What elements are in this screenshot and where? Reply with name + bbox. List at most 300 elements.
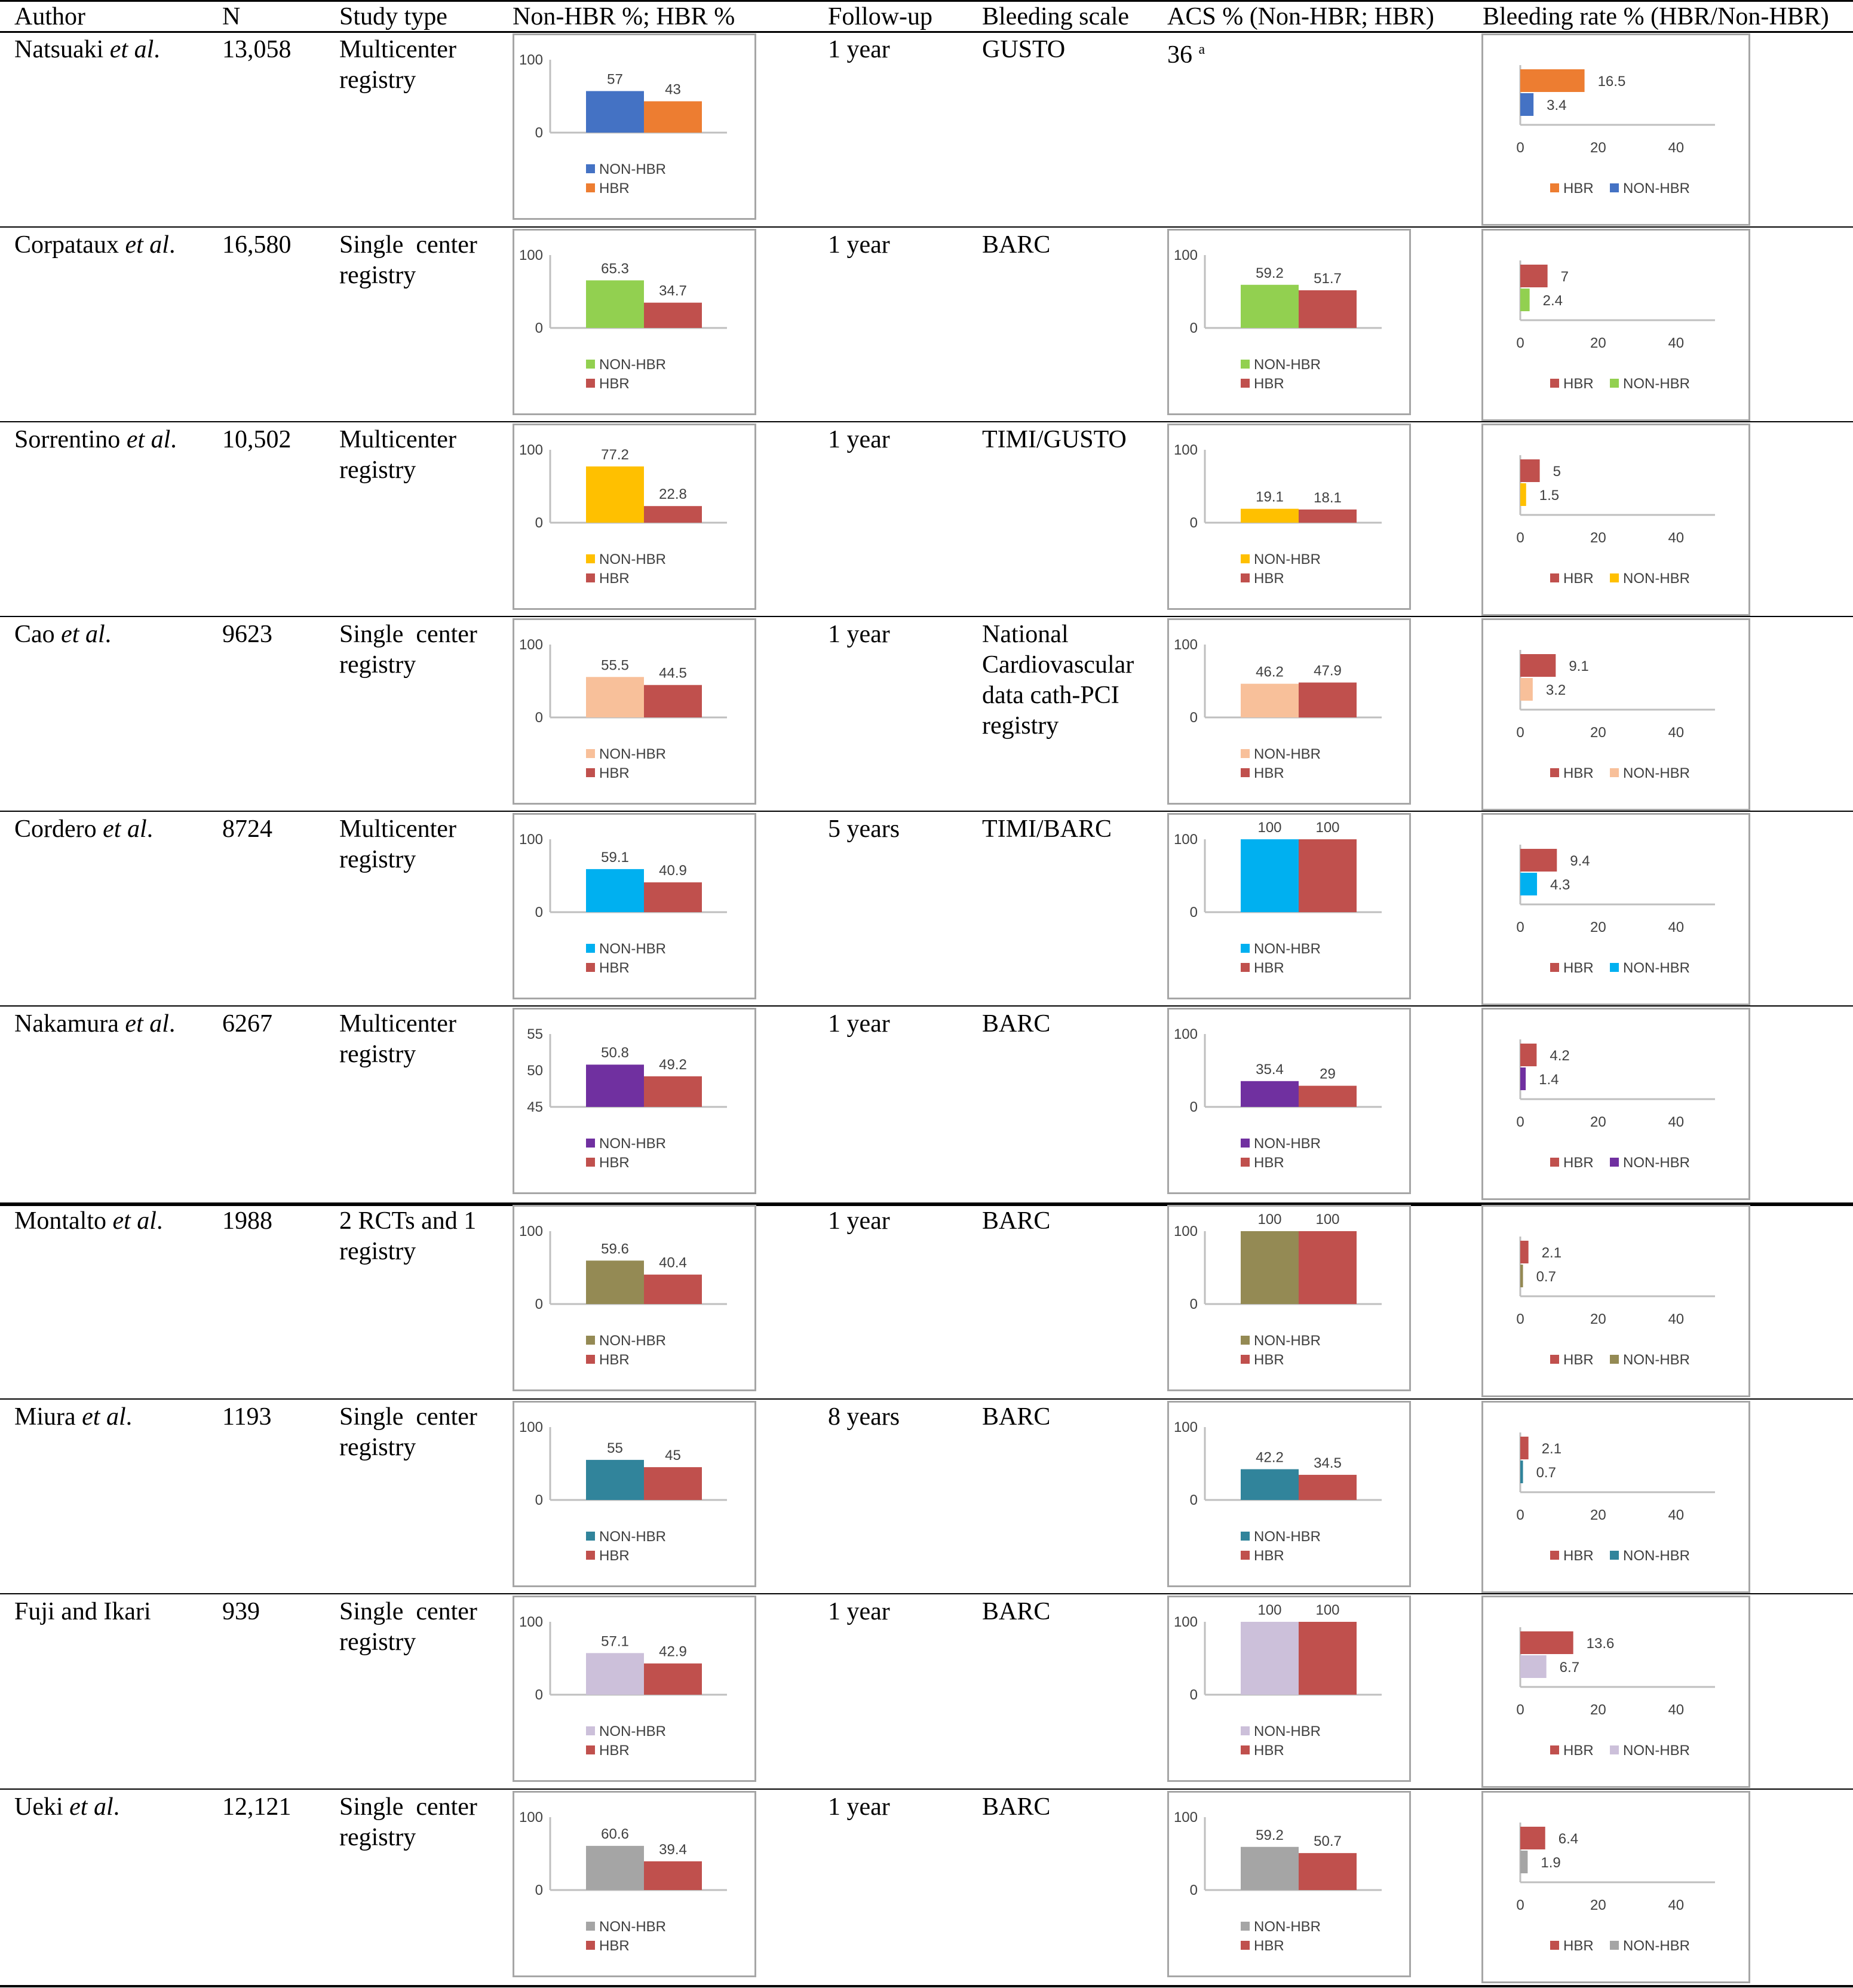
x-tick-label: 40 <box>1668 919 1685 935</box>
legend-swatch <box>586 1941 595 1950</box>
legend-swatch <box>1241 944 1250 953</box>
hbr-bar <box>1520 1241 1529 1263</box>
legend-swatch <box>1610 768 1619 777</box>
study-type-cell: Single center registry <box>339 231 477 289</box>
follow-up-cell: 8 years <box>828 1403 900 1431</box>
column-header: Follow-up <box>828 3 933 30</box>
author-name: Ueki <box>14 1793 70 1821</box>
chart-svg <box>1169 815 1409 998</box>
legend-label: NON-HBR <box>599 551 666 567</box>
hbr-bar <box>644 685 702 717</box>
non-hbr-bar <box>1241 1622 1299 1695</box>
x-tick-label: 20 <box>1590 1507 1606 1523</box>
non-hbr-bar <box>586 1064 644 1107</box>
non-hbr-bar <box>586 1653 644 1695</box>
y-tick-label: 100 <box>1173 832 1198 848</box>
data-label: 77.2 <box>601 446 629 463</box>
sample-size-cell: 9623 <box>222 621 272 648</box>
y-tick-label: 0 <box>1189 1296 1198 1312</box>
legend-label: NON-HBR <box>1623 1548 1690 1564</box>
et-al: et al <box>125 1010 169 1038</box>
legend-swatch <box>1241 379 1250 388</box>
legend-swatch <box>586 573 595 582</box>
author-name: Sorrentino <box>14 426 127 453</box>
legend-swatch <box>1241 1139 1250 1148</box>
legend-label: HBR <box>1254 960 1284 976</box>
y-tick-label: 0 <box>1189 710 1198 726</box>
sample-size-cell: 939 <box>222 1598 260 1625</box>
non-hbr-bar <box>1241 1469 1299 1500</box>
legend-swatch <box>1241 1532 1250 1541</box>
data-label: 1.5 <box>1539 487 1560 504</box>
hbr-bar <box>644 1664 702 1695</box>
data-label: 6.7 <box>1559 1659 1580 1676</box>
legend-swatch <box>586 554 595 563</box>
study-type-cell: Single center registry <box>339 1598 477 1656</box>
y-tick-label: 0 <box>535 125 543 141</box>
x-tick-label: 0 <box>1516 1114 1524 1130</box>
column-header: Non-HBR %; HBR % <box>513 3 735 30</box>
data-label: 34.7 <box>659 283 687 299</box>
data-label: 34.5 <box>1314 1455 1342 1471</box>
data-label: 9.1 <box>1569 658 1589 674</box>
chart-svg <box>514 425 754 608</box>
chart-svg <box>514 1010 754 1192</box>
column-chart <box>1167 618 1411 805</box>
column-header: Bleeding scale <box>982 3 1130 30</box>
chart-svg <box>1483 1010 1748 1198</box>
author-cell: Cao et al. <box>14 621 112 648</box>
legend-label: NON-HBR <box>1623 1742 1690 1759</box>
et-al: et al <box>69 1793 113 1821</box>
hbr-bar <box>644 882 702 912</box>
author-cell: Ueki et al. <box>14 1793 120 1821</box>
legend-label: NON-HBR <box>1254 1723 1321 1740</box>
sample-size-cell: 8724 <box>222 815 272 843</box>
non-hbr-bar <box>586 1846 644 1890</box>
legend-label: HBR <box>1563 1155 1594 1171</box>
chart-svg <box>1483 35 1748 224</box>
legend-swatch <box>1550 1158 1559 1167</box>
hbr-bar <box>1299 1086 1357 1107</box>
legend-label: HBR <box>1254 1938 1284 1954</box>
hbr-bar <box>1520 1631 1573 1654</box>
data-label: 3.2 <box>1545 682 1566 698</box>
y-tick-label: 0 <box>535 1296 543 1312</box>
column-chart <box>1167 1008 1411 1194</box>
y-tick-label: 100 <box>519 832 543 848</box>
legend-label: NON-HBR <box>1254 357 1321 373</box>
legend-label: NON-HBR <box>1623 570 1690 587</box>
legend-swatch <box>1550 1745 1559 1754</box>
legend-swatch <box>586 379 595 388</box>
data-label: 0.7 <box>1536 1269 1556 1285</box>
legend-label: HBR <box>599 1938 630 1954</box>
data-label: 43 <box>665 81 681 98</box>
non-hbr-bar <box>1520 1461 1523 1483</box>
chart-svg <box>1483 1207 1748 1395</box>
column-chart <box>513 33 756 220</box>
y-tick-label: 0 <box>1189 1492 1198 1508</box>
y-tick-label: 0 <box>1189 320 1198 336</box>
legend-swatch <box>586 360 595 369</box>
legend-swatch <box>1610 1745 1619 1754</box>
legend-label: HBR <box>599 960 630 976</box>
author-cell: Cordero et al. <box>14 815 154 843</box>
y-tick-label: 0 <box>1189 904 1198 921</box>
legend-label: HBR <box>1254 1742 1284 1759</box>
data-label: 51.7 <box>1314 270 1342 287</box>
data-label: 59.6 <box>601 1241 629 1257</box>
legend-swatch <box>1241 1158 1250 1167</box>
data-label: 100 <box>1257 820 1282 836</box>
legend-swatch <box>586 183 595 192</box>
legend-label: HBR <box>599 180 630 197</box>
data-label: 4.2 <box>1550 1048 1570 1064</box>
hbr-bar <box>1299 510 1357 523</box>
study-type-cell: Single center registry <box>339 1403 477 1461</box>
column-chart <box>513 1401 756 1587</box>
legend-label: HBR <box>599 765 630 781</box>
legend-swatch <box>1610 1941 1619 1950</box>
non-hbr-bar <box>1520 1067 1526 1090</box>
legend-label: HBR <box>599 1155 630 1171</box>
data-label: 100 <box>1315 1602 1340 1618</box>
legend-swatch <box>1550 1941 1559 1950</box>
legend-label: NON-HBR <box>1623 376 1690 392</box>
data-label: 50.7 <box>1314 1833 1342 1850</box>
y-tick-label: 0 <box>1189 1882 1198 1898</box>
data-label: 18.1 <box>1314 489 1342 506</box>
hbr-bar <box>644 303 702 328</box>
chart-svg <box>1169 1793 1409 1975</box>
horizontal-bar-chart <box>1481 1008 1750 1200</box>
study-type-cell: Multicenter registry <box>339 1010 456 1068</box>
horizontal-bar-chart <box>1481 1596 1750 1788</box>
x-tick-label: 40 <box>1668 1114 1685 1130</box>
non-hbr-bar <box>586 677 644 717</box>
non-hbr-bar <box>1241 509 1299 523</box>
hbr-bar <box>644 1861 702 1890</box>
non-hbr-bar <box>1520 873 1537 895</box>
data-label: 50.8 <box>601 1045 629 1062</box>
hbr-bar <box>1299 683 1357 717</box>
non-hbr-bar <box>586 1460 644 1500</box>
non-hbr-bar <box>1241 1081 1299 1107</box>
y-tick-label: 0 <box>535 1882 543 1898</box>
data-label: 100 <box>1257 1602 1282 1618</box>
chart-svg <box>514 1597 754 1780</box>
hbr-bar <box>1299 839 1357 912</box>
legend-label: NON-HBR <box>599 1919 666 1935</box>
x-tick-label: 40 <box>1668 140 1685 156</box>
et-al: et al <box>126 426 171 453</box>
chart-svg <box>1169 231 1409 413</box>
legend-label: HBR <box>1563 765 1594 781</box>
horizontal-bar-chart <box>1481 813 1750 1005</box>
non-hbr-bar <box>1520 678 1533 701</box>
legend-label: HBR <box>599 1352 630 1368</box>
legend-label: HBR <box>1563 1742 1594 1759</box>
legend-swatch <box>1550 768 1559 777</box>
bleeding-scale-cell: TIMI/GUSTO <box>982 426 1127 453</box>
horizontal-bar-chart <box>1481 1401 1750 1593</box>
y-tick-label: 100 <box>519 1223 543 1240</box>
legend-swatch <box>1550 1355 1559 1364</box>
x-tick-label: 0 <box>1516 919 1524 935</box>
column-chart <box>513 1596 756 1782</box>
y-tick-label: 100 <box>1173 1419 1198 1435</box>
hbr-bar <box>1520 459 1540 482</box>
data-label: 2.1 <box>1541 1245 1562 1261</box>
data-label: 40.9 <box>659 863 687 879</box>
legend-label: HBR <box>1254 1155 1284 1171</box>
column-chart <box>1167 229 1411 415</box>
chart-svg <box>1483 1403 1748 1591</box>
data-label: 35.4 <box>1256 1061 1284 1078</box>
sample-size-cell: 6267 <box>222 1010 272 1038</box>
x-tick-label: 40 <box>1668 1897 1685 1913</box>
footnote-marker: a <box>1198 42 1205 57</box>
x-tick-label: 40 <box>1668 1507 1685 1523</box>
column-chart <box>1167 1401 1411 1587</box>
column-header: Author <box>14 3 85 30</box>
hbr-bar <box>1299 1853 1357 1890</box>
chart-svg <box>1169 1207 1409 1389</box>
sample-size-cell: 13,058 <box>222 36 292 63</box>
legend-label: NON-HBR <box>1623 1155 1690 1171</box>
column-chart <box>1167 424 1411 610</box>
author-name: Cao <box>14 621 62 648</box>
legend-swatch <box>586 1726 595 1735</box>
data-label: 42.2 <box>1256 1449 1284 1466</box>
legend-swatch <box>1550 963 1559 972</box>
bleeding-scale-cell: TIMI/BARC <box>982 815 1112 843</box>
et-al: et al <box>103 815 147 843</box>
column-chart <box>1167 813 1411 999</box>
horizontal-bar-chart <box>1481 229 1750 421</box>
data-label: 65.3 <box>601 260 629 277</box>
non-hbr-bar <box>1520 1265 1523 1287</box>
study-type-cell: Multicenter registry <box>339 36 456 94</box>
column-header: Bleeding rate % (HBR/Non-HBR) <box>1483 3 1829 30</box>
hbr-bar <box>1299 1475 1357 1500</box>
follow-up-cell: 1 year <box>828 36 890 63</box>
y-tick-label: 100 <box>519 637 543 653</box>
column-header: Study type <box>339 3 447 30</box>
x-tick-label: 20 <box>1590 530 1606 546</box>
y-tick-label: 0 <box>535 1492 543 1508</box>
column-chart <box>513 1791 756 1977</box>
et-al: et al <box>125 231 169 259</box>
legend-label: NON-HBR <box>599 1723 666 1740</box>
hbr-bar <box>1299 1622 1357 1695</box>
chart-svg <box>1169 425 1409 608</box>
data-label: 7 <box>1560 269 1569 285</box>
column-chart <box>1167 1205 1411 1391</box>
data-label: 100 <box>1315 1211 1340 1228</box>
legend-swatch <box>586 1922 595 1931</box>
y-tick-label: 0 <box>535 515 543 531</box>
legend-label: NON-HBR <box>1254 1333 1321 1349</box>
legend-label: HBR <box>599 376 630 392</box>
et-al: et al <box>61 621 105 648</box>
legend-label: NON-HBR <box>1623 765 1690 781</box>
column-chart <box>1167 1791 1411 1977</box>
legend-swatch <box>1241 573 1250 582</box>
x-tick-label: 40 <box>1668 530 1685 546</box>
author-name: Nakamura <box>14 1010 125 1038</box>
legend-swatch <box>1241 1355 1250 1364</box>
legend-swatch <box>1241 1745 1250 1754</box>
x-tick-label: 0 <box>1516 530 1524 546</box>
bleeding-scale-cell: BARC <box>982 1207 1051 1235</box>
hbr-bar <box>644 1076 702 1107</box>
sample-size-cell: 1988 <box>222 1207 272 1235</box>
data-label: 13.6 <box>1586 1636 1615 1652</box>
bleeding-scale-cell: National Cardiovascular data cath-PCI registry <box>982 621 1134 740</box>
author-cell: Nakamura et al. <box>14 1010 176 1038</box>
follow-up-cell: 1 year <box>828 231 890 259</box>
x-tick-label: 20 <box>1590 1114 1606 1130</box>
legend-swatch <box>586 1551 595 1560</box>
data-label: 55.5 <box>601 657 629 674</box>
follow-up-cell: 1 year <box>828 1207 890 1235</box>
horizontal-bar-chart <box>1481 1791 1750 1983</box>
y-tick-label: 100 <box>519 442 543 458</box>
chart-svg <box>514 231 754 413</box>
legend-label: HBR <box>1563 960 1594 976</box>
legend-label: NON-HBR <box>599 161 666 177</box>
x-tick-label: 40 <box>1668 725 1685 741</box>
legend-label: HBR <box>1563 376 1594 392</box>
bleeding-scale-cell: BARC <box>982 1598 1051 1625</box>
legend-label: HBR <box>599 570 630 587</box>
y-tick-label: 0 <box>535 320 543 336</box>
hbr-bar <box>1520 654 1556 677</box>
author-cell <box>14 1597 151 1627</box>
legend-swatch <box>586 1745 595 1754</box>
non-hbr-bar <box>586 1260 644 1304</box>
x-tick-label: 20 <box>1590 140 1606 156</box>
legend-swatch <box>586 1355 595 1364</box>
follow-up-cell: 1 year <box>828 426 890 453</box>
non-hbr-bar <box>1520 93 1533 116</box>
non-hbr-bar <box>586 467 644 523</box>
data-label: 16.5 <box>1597 73 1626 90</box>
y-tick-label: 100 <box>519 1809 543 1826</box>
chart-svg <box>514 1403 754 1585</box>
hbr-bar <box>1520 265 1548 287</box>
y-tick-label: 0 <box>1189 1099 1198 1115</box>
y-tick-label: 50 <box>527 1063 543 1079</box>
et-al: et al <box>82 1403 126 1431</box>
x-tick-label: 0 <box>1516 140 1524 156</box>
author-name: Corpataux <box>14 231 125 259</box>
bleeding-scale-cell: BARC <box>982 1793 1051 1821</box>
column-header: ACS % (Non-HBR; HBR) <box>1167 3 1434 30</box>
legend-label: NON-HBR <box>599 1136 666 1152</box>
author-cell: Montalto et al. <box>14 1207 163 1235</box>
data-label: 100 <box>1315 820 1340 836</box>
legend-label: NON-HBR <box>599 357 666 373</box>
chart-svg <box>1169 1010 1409 1192</box>
chart-svg <box>1169 620 1409 803</box>
author-cell: Miura et al. <box>14 1403 133 1431</box>
hbr-bar <box>1299 1231 1357 1304</box>
y-tick-label: 55 <box>527 1026 543 1042</box>
follow-up-cell: 1 year <box>828 1598 890 1625</box>
y-tick-label: 100 <box>1173 1614 1198 1630</box>
legend-label: NON-HBR <box>1254 746 1321 762</box>
legend-label: NON-HBR <box>1623 1352 1690 1368</box>
data-label: 19.1 <box>1256 489 1284 505</box>
data-label: 49.2 <box>659 1056 687 1073</box>
legend-swatch <box>1241 360 1250 369</box>
x-tick-label: 20 <box>1590 919 1606 935</box>
chart-svg <box>1483 425 1748 614</box>
legend-swatch <box>1241 1726 1250 1735</box>
x-tick-label: 40 <box>1668 335 1685 351</box>
x-tick-label: 40 <box>1668 1702 1685 1718</box>
author-name: Montalto <box>14 1207 113 1235</box>
data-label: 1.9 <box>1541 1855 1561 1871</box>
data-label: 46.2 <box>1256 664 1284 680</box>
legend-label: NON-HBR <box>1254 1529 1321 1545</box>
horizontal-bar-chart <box>1481 1205 1750 1397</box>
chart-svg <box>1169 1403 1409 1585</box>
column-chart <box>513 1008 756 1194</box>
y-tick-label: 0 <box>1189 515 1198 531</box>
data-label: 60.6 <box>601 1826 629 1843</box>
chart-svg <box>514 620 754 803</box>
legend-swatch <box>1241 1336 1250 1345</box>
non-hbr-bar <box>1520 289 1530 311</box>
follow-up-cell: 1 year <box>828 1010 890 1038</box>
legend-swatch <box>586 749 595 758</box>
data-label: 5 <box>1553 464 1561 480</box>
hbr-bar <box>644 1467 702 1500</box>
bleeding-scale-cell: BARC <box>982 1403 1051 1431</box>
hbr-bar <box>1520 69 1585 92</box>
legend-label: HBR <box>1563 1938 1594 1954</box>
sample-size-cell: 1193 <box>222 1403 272 1431</box>
y-tick-label: 0 <box>535 1687 543 1703</box>
x-tick-label: 20 <box>1590 1702 1606 1718</box>
data-label: 3.4 <box>1547 97 1567 113</box>
follow-up-cell: 1 year <box>828 621 890 648</box>
data-label: 57 <box>607 71 623 88</box>
legend-swatch <box>586 768 595 777</box>
column-chart <box>513 1205 756 1391</box>
legend-label: NON-HBR <box>1254 551 1321 567</box>
header-rule <box>0 31 1853 33</box>
y-tick-label: 0 <box>535 710 543 726</box>
column-chart <box>513 618 756 805</box>
hbr-bar <box>644 102 702 133</box>
legend-swatch <box>1241 749 1250 758</box>
x-tick-label: 20 <box>1590 1897 1606 1913</box>
y-tick-label: 100 <box>1173 442 1198 458</box>
legend-swatch <box>1610 183 1619 192</box>
legend-swatch <box>586 1336 595 1345</box>
legend-label: HBR <box>1254 570 1284 587</box>
hbr-bar <box>644 506 702 523</box>
non-hbr-bar <box>1520 483 1526 506</box>
legend-swatch <box>1241 963 1250 972</box>
x-tick-label: 20 <box>1590 335 1606 351</box>
column-chart <box>513 813 756 999</box>
